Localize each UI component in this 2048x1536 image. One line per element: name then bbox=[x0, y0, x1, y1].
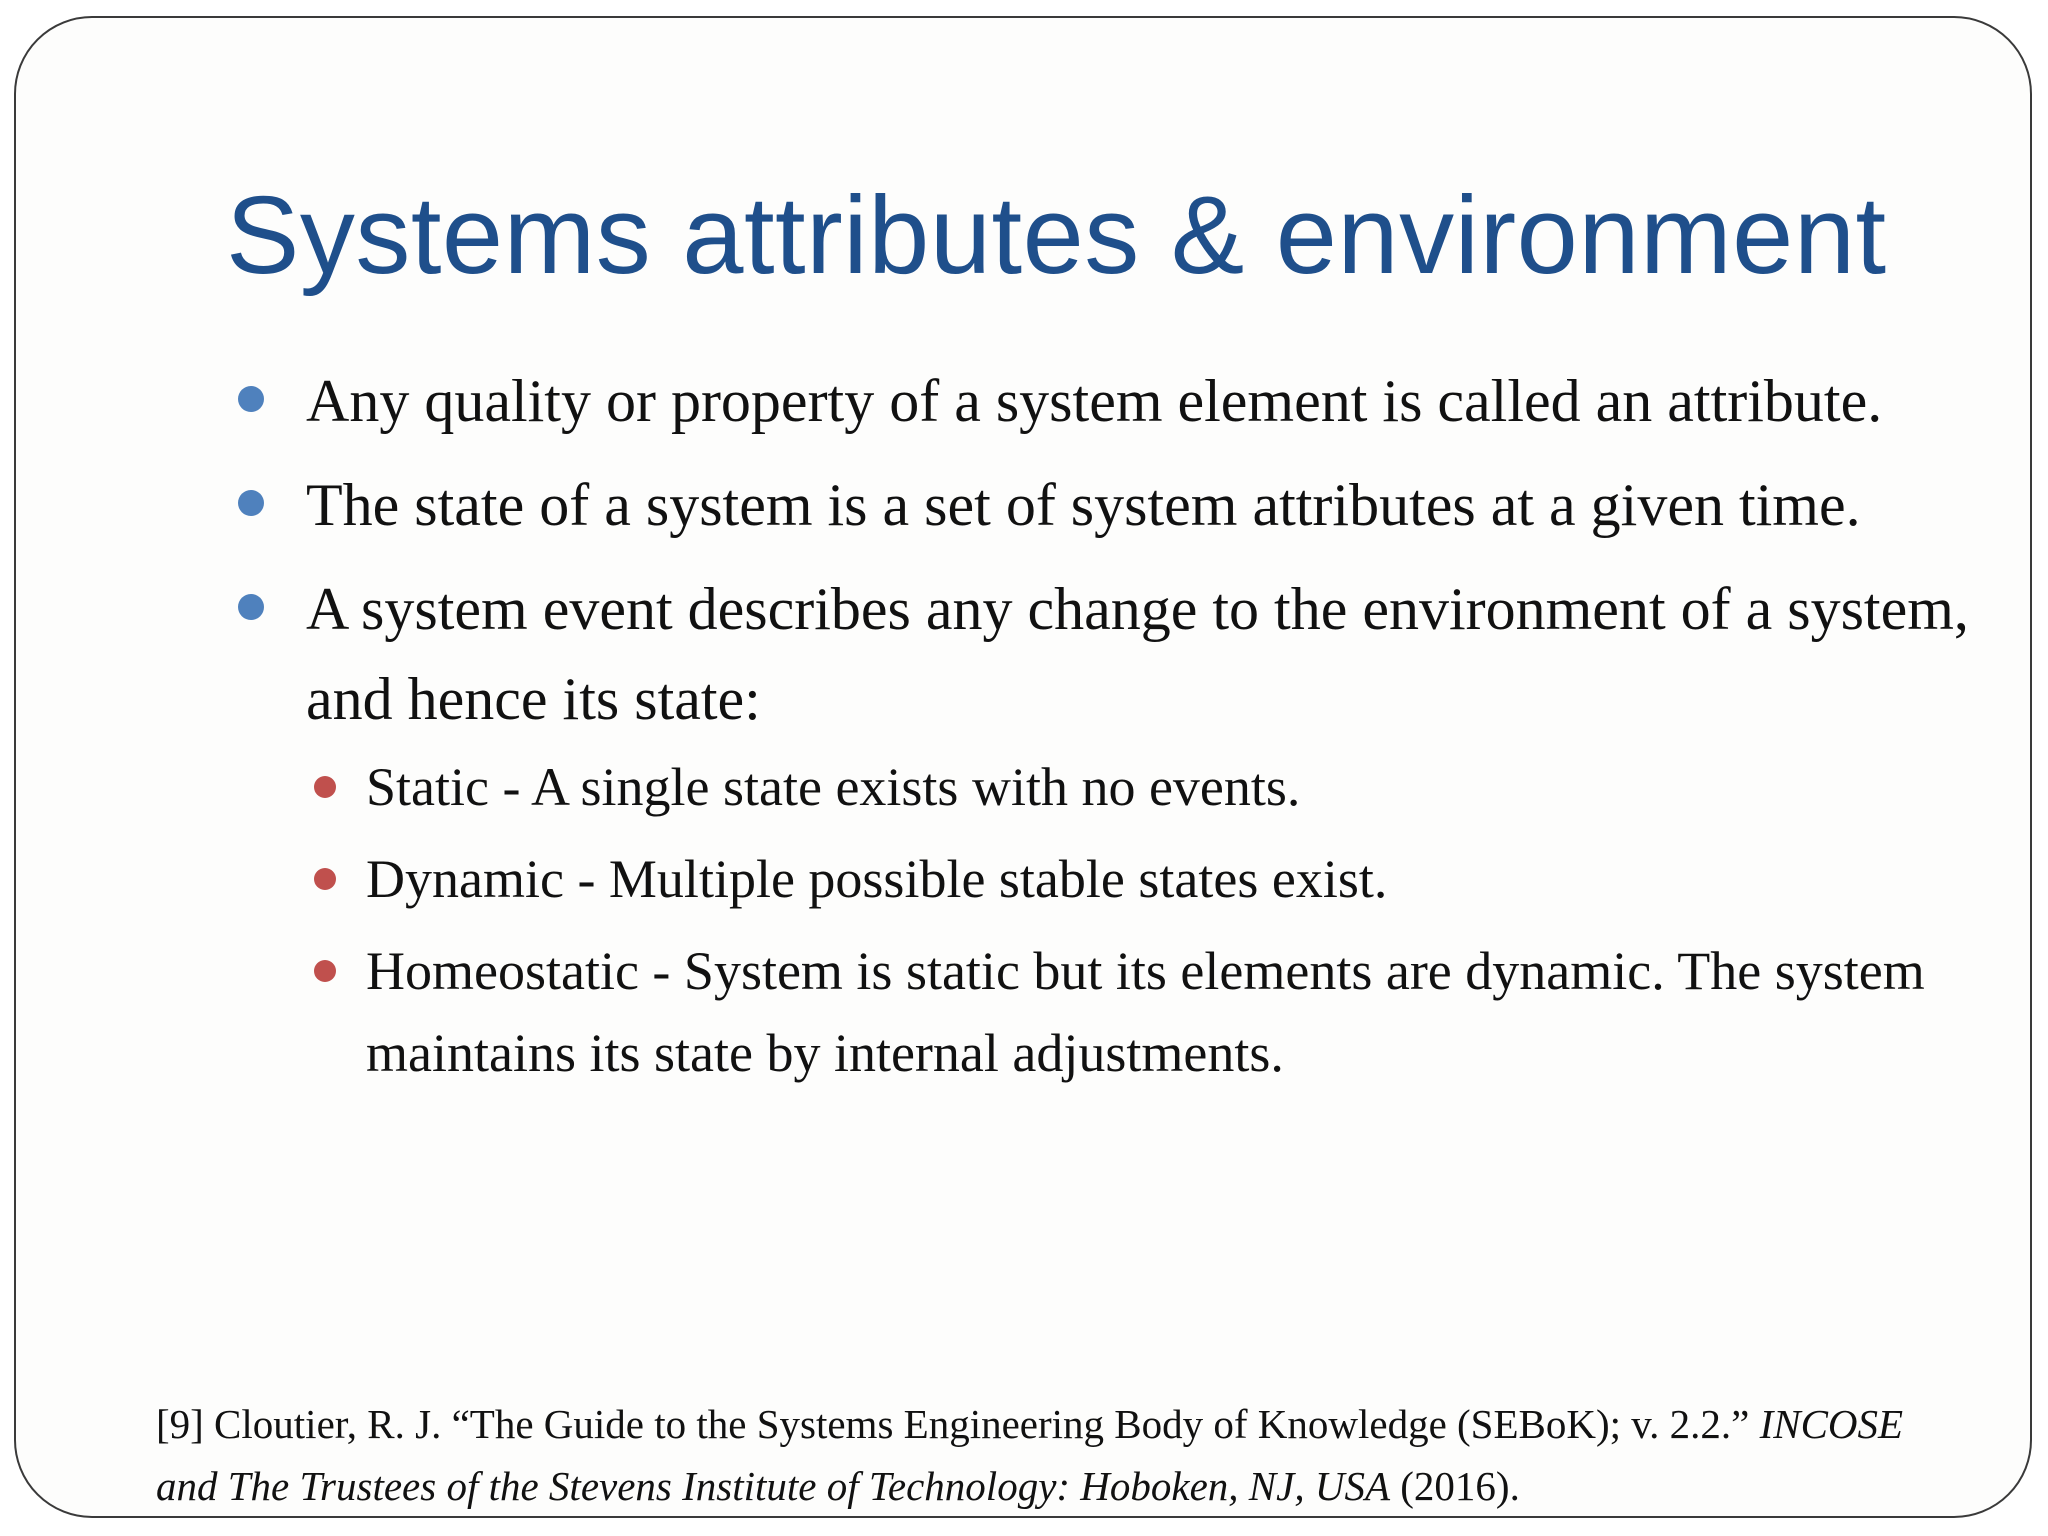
bullet-item bbox=[226, 564, 2006, 1094]
sub-bullet-text: Dynamic - Multiple possible stable states exist. bbox=[366, 849, 1388, 909]
bullet-dot-icon bbox=[238, 490, 264, 516]
sub-bullet-item bbox=[306, 838, 2006, 920]
sub-bullet-text: Homeostatic - System is static but its elements are dynamic. The system maintains its state by internal adjustments. bbox=[366, 941, 1925, 1083]
reference-text: [9] Cloutier, R. J. “The Guide to the Systems Engineering Body of Knowledge (SEBoK); v. 2.2.” bbox=[156, 1401, 1760, 1447]
bullet-list bbox=[226, 356, 2006, 1108]
reference-publisher: INCOSE and The Trustees of the Stevens Institute of Technology: Hoboken, NJ, USA bbox=[156, 1401, 1904, 1509]
reference-citation bbox=[156, 1393, 1936, 1517]
sub-bullet-dot-icon bbox=[314, 960, 336, 982]
bullet-text: A system event describes any change to the environment of a system, and hence its state: bbox=[306, 576, 1969, 732]
sub-bullet-item bbox=[306, 930, 2006, 1094]
reference-year: (2016). bbox=[1390, 1463, 1520, 1509]
bullet-item bbox=[226, 460, 2006, 550]
sub-bullet-dot-icon bbox=[314, 868, 336, 890]
bullet-text: The state of a system is a set of system attributes at a given time. bbox=[306, 472, 1861, 538]
sub-bullet-item bbox=[306, 746, 2006, 828]
bullet-dot-icon bbox=[238, 386, 264, 412]
sub-bullet-text: Static - A single state exists with no events. bbox=[366, 757, 1301, 817]
bullet-item bbox=[226, 356, 2006, 446]
sub-bullet-dot-icon bbox=[314, 776, 336, 798]
slide-title: Systems attributes & environment bbox=[226, 174, 1887, 297]
sub-bullet-list bbox=[306, 746, 2006, 1094]
bullet-text: Any quality or property of a system element is called an attribute. bbox=[306, 368, 1883, 434]
slide bbox=[14, 16, 2032, 1518]
bullet-dot-icon bbox=[238, 594, 264, 620]
